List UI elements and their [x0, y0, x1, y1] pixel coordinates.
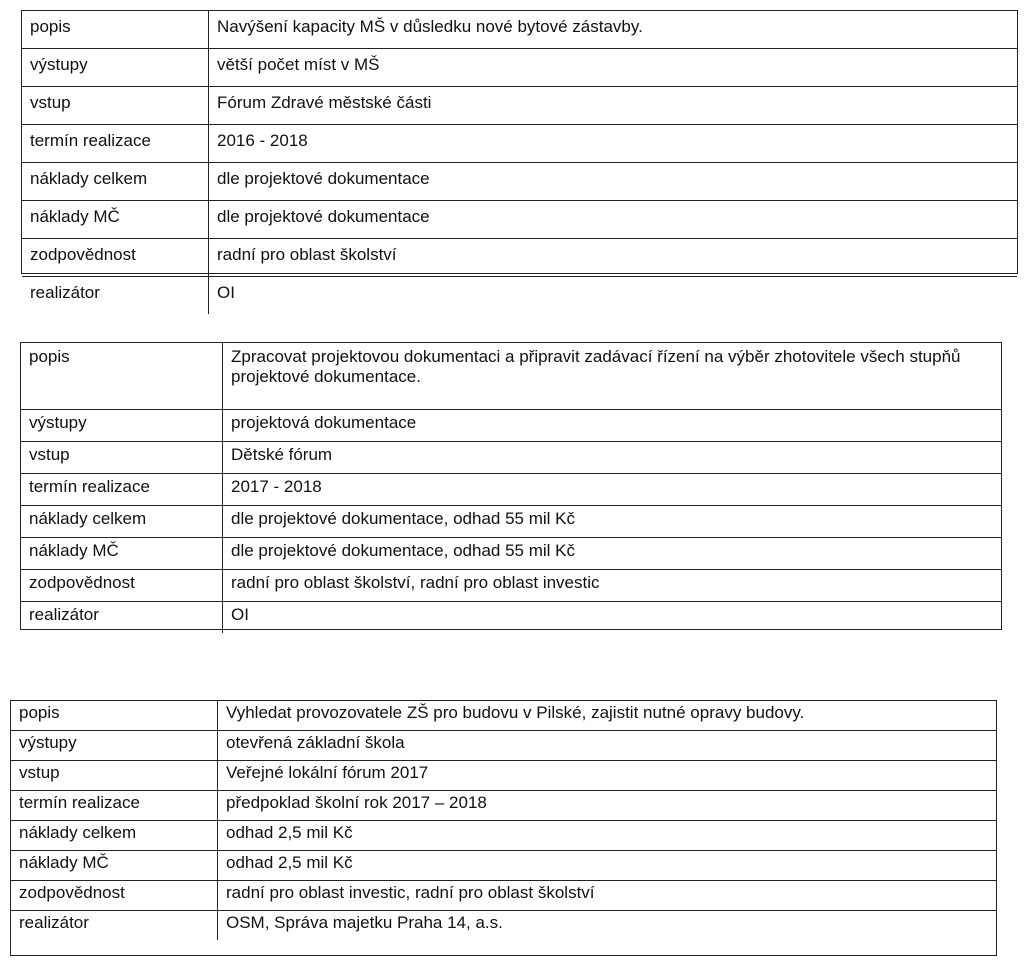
row-value-realizator: OI [217, 283, 235, 302]
row-value-naklady-celkem: dle projektové dokumentace [209, 163, 1018, 201]
row-value-zodpovednost: radní pro oblast investic, radní pro oblast školství [218, 881, 997, 911]
row-label-vstup: vstup [21, 442, 223, 474]
row-label-vstup: vstup [11, 761, 218, 791]
row-value-vstup: Fórum Zdravé městské části [209, 87, 1018, 125]
row-label-naklady-celkem: náklady celkem [21, 506, 223, 538]
table-row [22, 239, 1017, 277]
row-value-naklady-celkem: odhad 2,5 mil Kč [218, 821, 997, 851]
table-row [21, 506, 1001, 538]
row-value-naklady-mc: odhad 2,5 mil Kč [218, 851, 997, 881]
row-label-popis: popis [22, 11, 209, 49]
row-value-naklady-mc: dle projektové dokumentace [209, 201, 1018, 239]
row-value-termin-realizace: 2016 - 2018 [209, 125, 1018, 163]
table-row [21, 570, 1001, 602]
row-value-naklady-celkem: dle projektové dokumentace, odhad 55 mil Kč [223, 506, 1002, 538]
row-value-vstup: Veřejné lokální fórum 2017 [218, 761, 997, 791]
table-row [11, 911, 996, 941]
row-label-popis: popis [11, 701, 218, 731]
row-label-naklady-mc: náklady MČ [11, 851, 218, 881]
table-row [11, 851, 996, 881]
table-row [22, 49, 1017, 87]
project-table-3 [10, 700, 997, 956]
row-value-popis: Navýšení kapacity MŠ v důsledku nové bytové zástavby. [209, 11, 1018, 49]
table-row [21, 602, 1001, 634]
table-row [21, 442, 1001, 474]
row-label-termin-realizace: termín realizace [21, 474, 223, 506]
project-table-1 [21, 10, 1018, 302]
table-row [11, 881, 996, 911]
table-row [22, 87, 1017, 125]
row-value-vystupy: projektová dokumentace [223, 410, 1002, 442]
row-value-realizator: OI [231, 605, 249, 624]
row-label-termin-realizace: termín realizace [11, 791, 218, 821]
project-table-2 [20, 342, 1002, 630]
row-label-vystupy: výstupy [21, 410, 223, 442]
row-value-zodpovednost: radní pro oblast školství, radní pro oblast investic [223, 570, 1002, 602]
row-label-realizator: realizátor [22, 277, 209, 315]
row-label-zodpovednost: zodpovědnost [21, 570, 223, 602]
row-label-popis: popis [21, 343, 223, 410]
row-value-popis: Zpracovat projektovou dokumentaci a připravit zadávací řízení na výběr zhotovitele všech stupňů projektové dokumentace. [223, 343, 1002, 410]
project-table-3-grid [11, 701, 996, 940]
row-value-zodpovednost: radní pro oblast školství [209, 239, 1018, 277]
row-value-termin-realizace: 2017 - 2018 [223, 474, 1002, 506]
table-row [22, 163, 1017, 201]
row-label-zodpovednost: zodpovědnost [11, 881, 218, 911]
table-row [22, 125, 1017, 163]
row-label-vstup: vstup [22, 87, 209, 125]
table-row [21, 343, 1001, 410]
row-label-realizator: realizátor [21, 602, 223, 634]
row-label-vystupy: výstupy [11, 731, 218, 761]
table-row [22, 201, 1017, 239]
project-table-1-grid [22, 11, 1017, 314]
row-value-termin-realizace: předpoklad školní rok 2017 – 2018 [218, 791, 997, 821]
row-label-termin-realizace: termín realizace [22, 125, 209, 163]
table-row [11, 821, 996, 851]
table-row [21, 410, 1001, 442]
project-table-2-grid [21, 343, 1001, 633]
row-label-naklady-celkem: náklady celkem [11, 821, 218, 851]
table-row [11, 701, 996, 731]
row-value-popis: Vyhledat provozovatele ZŠ pro budovu v Pilské, zajistit nutné opravy budovy. [218, 701, 997, 731]
row-value-vstup: Dětské fórum [223, 442, 1002, 474]
row-value-vystupy: větší počet míst v MŠ [209, 49, 1018, 87]
table-row [21, 474, 1001, 506]
row-value-realizator: OSM, Správa majetku Praha 14, a.s. [226, 913, 503, 932]
row-label-naklady-mc: náklady MČ [21, 538, 223, 570]
row-label-naklady-celkem: náklady celkem [22, 163, 209, 201]
row-label-realizator: realizátor [11, 911, 218, 941]
row-value-naklady-mc: dle projektové dokumentace, odhad 55 mil Kč [223, 538, 1002, 570]
row-label-zodpovednost: zodpovědnost [22, 239, 209, 277]
table-row [22, 11, 1017, 49]
row-label-naklady-mc: náklady MČ [22, 201, 209, 239]
row-value-vystupy: otevřená základní škola [218, 731, 997, 761]
table-row [11, 791, 996, 821]
table-row [21, 538, 1001, 570]
table-row [11, 731, 996, 761]
table-row [22, 277, 1017, 315]
table-row [11, 761, 996, 791]
row-label-vystupy: výstupy [22, 49, 209, 87]
